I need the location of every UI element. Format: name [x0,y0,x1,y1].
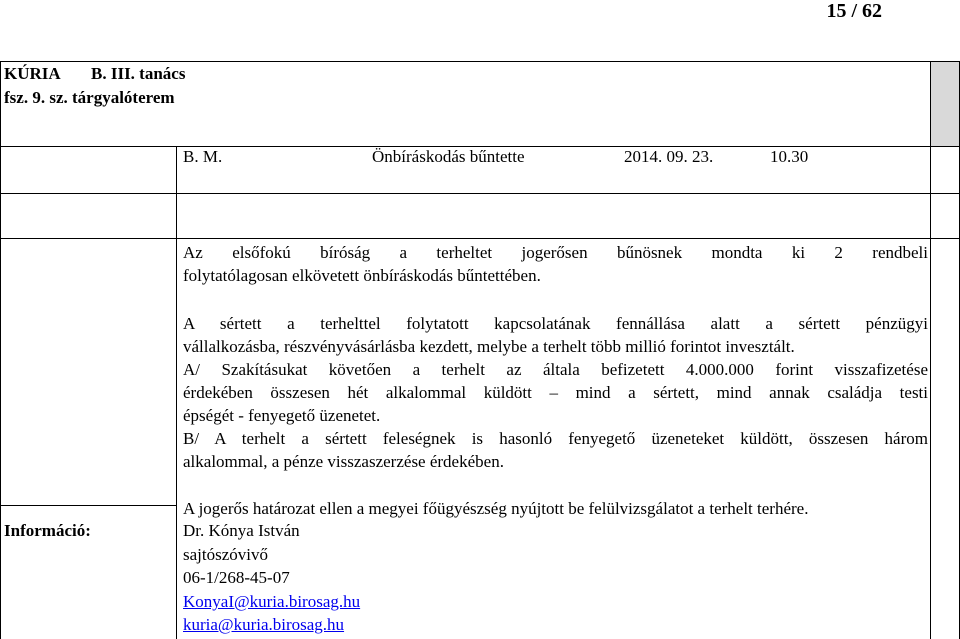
courtroom: fsz. 9. sz. tárgyalóterem [4,88,175,107]
desc-p1-line1: Az elsőfokú bíróság a terheltet jogerősen bűnösnek mondta ki 2 rendbeli [183,243,928,262]
case-row-bottom-border [0,193,960,194]
desc-p2-line1: A sértett a terhelttel folytatott kapcsolatának fennállása alatt a sértett pénzügyi [183,314,928,333]
spokesperson-name: Dr. Kónya István [183,521,300,540]
court-name: KÚRIA [4,64,61,83]
case-offence: Önbíráskodás bűntette [372,147,525,166]
desc-p2-line7: alkalommal, a pénze visszaszerzése érdekében. [183,452,504,471]
desc-p1-line2: folytatólagosan elkövetett önbíráskodás bűntettében. [183,266,541,285]
page-number: 15 / 62 [826,0,882,22]
desc-p2-line4: érdekében összesen hét alkalommal küldött – mind a sértett, mind annak családja testi [183,383,928,402]
desc-p2-line3: A/ Szakításukat követően a terhelt az általa befizetett 4.000.000 forint visszafizetése [183,360,928,379]
council-name: B. III. tanács [91,64,186,83]
desc-p2-line2: vállalkozásba, részvényvásárlásba kezdett, melybe a terhelt több millió forintot invesztált. [183,337,795,356]
desc-p3: A jogerős határozat ellen a megyei főügyészség nyújtott be felülvizsgálatot a terhelt terhére. [183,499,809,518]
email-link-konya[interactable]: KonyaI@kuria.birosag.hu [183,592,361,611]
table-top-border [0,61,960,62]
table-left-border [0,61,1,639]
spokesperson-role: sajtószóvivő [183,545,268,564]
info-row-top-border [0,238,960,239]
email-link-kuria[interactable]: kuria@kuria.birosag.hu [183,615,345,634]
column-divider [176,146,177,639]
case-date: 2014. 09. 23. [624,147,714,166]
right-column-divider [930,61,931,639]
case-party: B. M. [183,147,223,166]
case-time: 10.30 [770,147,809,166]
shaded-margin [931,62,959,146]
phone-number: 06-1/268-45-07 [183,568,290,587]
info-label-divider [0,505,176,506]
desc-p2-line6: B/ A terhelt a sértett feleségnek is hasonló fenyegető üzeneteket küldött, összesen három [183,429,928,448]
desc-p2-line5: épségét - fenyegető üzenetet. [183,406,381,425]
info-label: Információ: [4,521,91,540]
